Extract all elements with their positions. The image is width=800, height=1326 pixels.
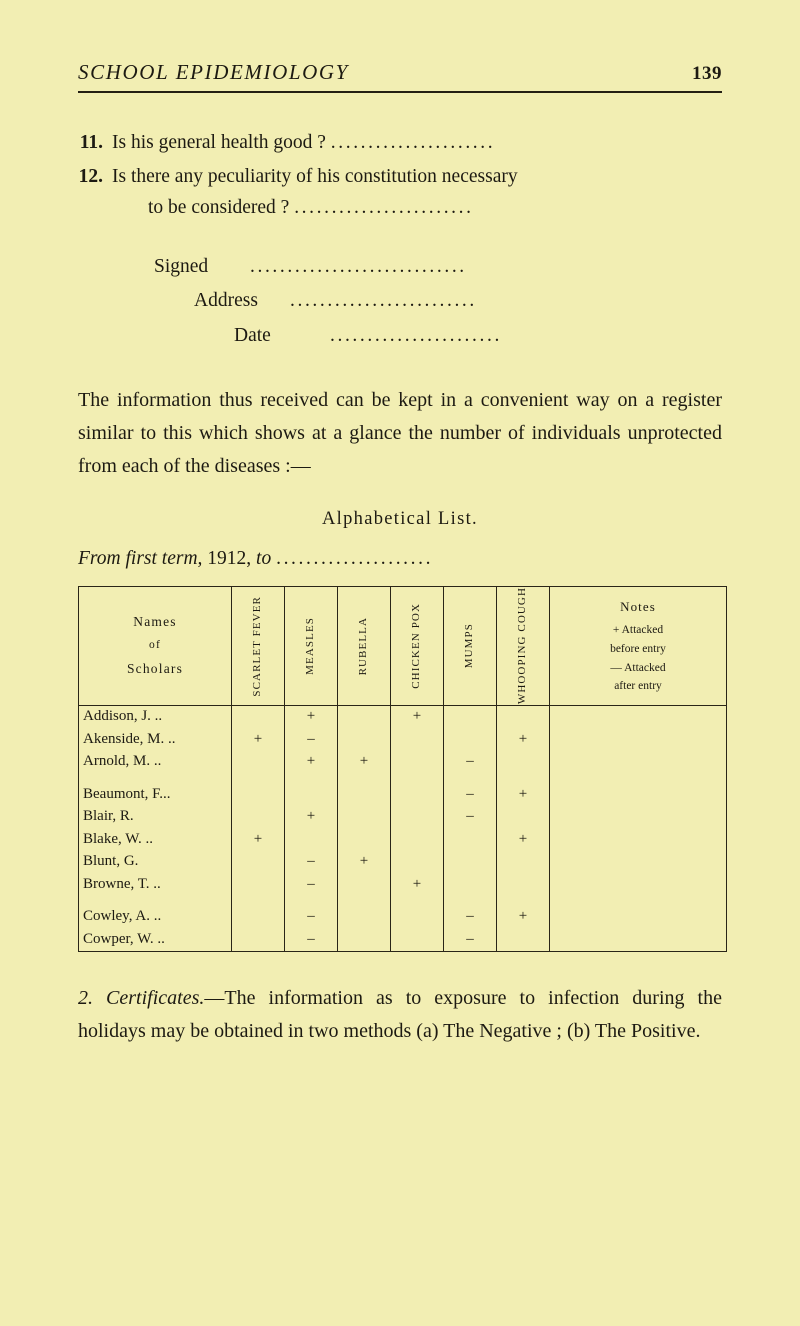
- cell-scarlet: [232, 773, 285, 783]
- table-row-spacer: [79, 773, 727, 783]
- page-number: 139: [692, 63, 722, 84]
- list-item: [78, 127, 722, 159]
- list-item: [78, 161, 722, 224]
- cell-notes: [550, 773, 727, 783]
- cell-rubella: +: [338, 751, 391, 774]
- section-heading-text: Alphabetical List.: [322, 509, 478, 530]
- cell-name: Cowper, W. ..: [79, 928, 232, 951]
- cell-scarlet: [232, 751, 285, 774]
- cell-mumps: –: [444, 806, 497, 829]
- cell-scarlet: [232, 906, 285, 929]
- leader-dots: .......................: [330, 325, 502, 347]
- cell-whooping: +: [497, 906, 550, 929]
- cell-notes: [550, 906, 727, 929]
- cell-measles: +: [285, 806, 338, 829]
- cell-notes: [550, 728, 727, 751]
- cell-measles: –: [285, 906, 338, 929]
- leader-dots: .............................: [250, 255, 467, 277]
- cell-scarlet: [232, 851, 285, 874]
- column-header-rubella-label: RUBELLA: [357, 616, 370, 676]
- names-header-block: [79, 610, 231, 681]
- table-row: [79, 828, 727, 851]
- cell-whooping: [497, 873, 550, 896]
- cell-notes: [550, 851, 727, 874]
- notes-header-title: Notes: [620, 599, 656, 615]
- notes-header-line3: — Attacked: [610, 661, 666, 674]
- table-row: [79, 873, 727, 896]
- cell-name: Browne, T. ..: [79, 873, 232, 896]
- signed-label: Signed: [154, 255, 209, 277]
- footer-lead: 2. Certificates.: [78, 986, 205, 1009]
- cell-measles: [285, 896, 338, 906]
- cell-notes: [550, 806, 727, 829]
- cell-chicken: [391, 851, 444, 874]
- cell-name: Akenside, M. ..: [79, 728, 232, 751]
- cell-whooping: [497, 896, 550, 906]
- date-line: [78, 319, 722, 354]
- cell-mumps: [444, 773, 497, 783]
- cell-scarlet: [232, 783, 285, 806]
- register-table: [78, 586, 727, 951]
- cell-scarlet: [232, 873, 285, 896]
- cell-chicken: +: [391, 705, 444, 728]
- cell-rubella: [338, 806, 391, 829]
- cell-mumps: [444, 896, 497, 906]
- column-header-measles: [285, 587, 338, 705]
- cell-notes: [550, 896, 727, 906]
- table-row-spacer: [79, 896, 727, 906]
- cell-whooping: +: [497, 728, 550, 751]
- cell-rubella: [338, 728, 391, 751]
- column-header-names: [79, 587, 232, 705]
- cell-measles: [285, 828, 338, 851]
- cell-name: Blake, W. ..: [79, 828, 232, 851]
- column-header-whooping-cough: [497, 587, 550, 705]
- cell-name: [79, 896, 232, 906]
- cell-measles: +: [285, 705, 338, 728]
- notes-header-line4: after entry: [614, 680, 662, 693]
- cell-measles: –: [285, 873, 338, 896]
- cell-rubella: [338, 783, 391, 806]
- from-term-year: 1912,: [207, 548, 252, 570]
- cell-name: Arnold, M. ..: [79, 751, 232, 774]
- question-continuation-text: to be considered ?: [148, 197, 290, 219]
- column-header-rubella: [338, 587, 391, 705]
- question-text: [112, 161, 722, 224]
- cell-chicken: [391, 728, 444, 751]
- cell-chicken: [391, 896, 444, 906]
- table-row: [79, 705, 727, 728]
- cell-mumps: –: [444, 783, 497, 806]
- table-body: [79, 705, 727, 951]
- footer-paragraph: [78, 982, 722, 1048]
- cell-name: [79, 773, 232, 783]
- cell-name: Cowley, A. ..: [79, 906, 232, 929]
- cell-whooping: [497, 751, 550, 774]
- cell-whooping: [497, 928, 550, 951]
- cell-notes: [550, 783, 727, 806]
- table-row: [79, 783, 727, 806]
- cell-whooping: [497, 705, 550, 728]
- cell-mumps: –: [444, 928, 497, 951]
- cell-rubella: [338, 828, 391, 851]
- table-row: [79, 928, 727, 951]
- from-term-to: to: [256, 548, 272, 570]
- cell-chicken: [391, 806, 444, 829]
- column-header-chicken-pox-label: CHICKEN POX: [410, 603, 423, 689]
- names-header-line1: Names: [133, 614, 177, 630]
- cell-chicken: [391, 773, 444, 783]
- question-number: 11.: [79, 132, 103, 153]
- notes-header-line2: before entry: [610, 642, 666, 655]
- cell-chicken: [391, 828, 444, 851]
- cell-scarlet: [232, 896, 285, 906]
- notes-header-block: [550, 594, 726, 698]
- question-body: Is there any peculiarity of his constitution necessary: [112, 165, 518, 187]
- cell-whooping: +: [497, 783, 550, 806]
- leader-dots: .....................: [276, 548, 434, 570]
- table-row: [79, 906, 727, 929]
- footer-text: —The information as to exposure to infection during the holidays may be obtained in two methods (a) The Negative ; (b) The Positive.: [78, 986, 722, 1042]
- cell-rubella: [338, 928, 391, 951]
- running-head: [78, 60, 722, 93]
- cell-rubella: [338, 873, 391, 896]
- cell-notes: [550, 705, 727, 728]
- table-row: [79, 851, 727, 874]
- table-header: [79, 587, 727, 705]
- cell-chicken: +: [391, 873, 444, 896]
- cell-rubella: [338, 705, 391, 728]
- cell-mumps: [444, 728, 497, 751]
- cell-notes: [550, 873, 727, 896]
- date-label: Date: [234, 325, 271, 347]
- cell-mumps: [444, 851, 497, 874]
- leader-dots: ......................: [330, 132, 496, 153]
- table-row: [79, 728, 727, 751]
- cell-whooping: [497, 806, 550, 829]
- cell-whooping: [497, 851, 550, 874]
- cell-notes: [550, 751, 727, 774]
- cell-name: Addison, J. ..: [79, 705, 232, 728]
- cell-scarlet: [232, 705, 285, 728]
- cell-measles: [285, 783, 338, 806]
- cell-chicken: [391, 906, 444, 929]
- signed-line: [78, 250, 722, 285]
- leader-dots: .........................: [290, 290, 477, 312]
- cell-notes: [550, 928, 727, 951]
- cell-mumps: –: [444, 751, 497, 774]
- cell-measles: +: [285, 751, 338, 774]
- cell-scarlet: [232, 806, 285, 829]
- column-header-notes: [550, 587, 727, 705]
- from-term-line: [78, 548, 722, 570]
- address-label: Address: [194, 290, 258, 312]
- cell-mumps: [444, 873, 497, 896]
- notes-header-line1: + Attacked: [612, 624, 664, 637]
- column-header-chicken-pox: [391, 587, 444, 705]
- cell-name: Blunt, G.: [79, 851, 232, 874]
- column-header-scarlet-fever-label: SCARLET FEVER: [251, 595, 264, 697]
- cell-scarlet: +: [232, 728, 285, 751]
- table-row: [79, 751, 727, 774]
- cell-rubella: [338, 906, 391, 929]
- column-header-scarlet-fever: [232, 587, 285, 705]
- question-text: [112, 127, 722, 159]
- cell-scarlet: +: [232, 828, 285, 851]
- cell-mumps: [444, 705, 497, 728]
- cell-chicken: [391, 783, 444, 806]
- cell-measles: –: [285, 728, 338, 751]
- cell-rubella: [338, 773, 391, 783]
- column-header-mumps: [444, 587, 497, 705]
- intro-paragraph: The information thus received can be kept in a convenient way on a register similar to this which shows at a glance the number of individuals unprotected from each of the diseases :—: [78, 388, 722, 478]
- cell-notes: [550, 828, 727, 851]
- column-header-mumps-label: MUMPS: [463, 623, 476, 669]
- column-header-measles-label: MEASLES: [304, 617, 317, 675]
- names-header-line2: of: [149, 639, 161, 652]
- cell-scarlet: [232, 928, 285, 951]
- cell-measles: –: [285, 928, 338, 951]
- from-term-prefix: From first term,: [78, 548, 203, 570]
- cell-rubella: [338, 896, 391, 906]
- cell-measles: –: [285, 851, 338, 874]
- question-continuation: [112, 192, 722, 224]
- cell-mumps: –: [444, 906, 497, 929]
- cell-chicken: [391, 751, 444, 774]
- leader-dots: ........................: [294, 197, 474, 219]
- table-header-row: [79, 587, 727, 705]
- column-header-whooping-cough-label: WHOOPING COUGH: [516, 587, 529, 705]
- cell-rubella: +: [338, 851, 391, 874]
- page-title: SCHOOL EPIDEMIOLOGY: [78, 60, 349, 84]
- names-header-line3: Scholars: [126, 660, 184, 676]
- cell-name: Blair, R.: [79, 806, 232, 829]
- question-number: 12.: [78, 165, 103, 187]
- cell-whooping: +: [497, 828, 550, 851]
- cell-name: Beaumont, F...: [79, 783, 232, 806]
- cell-measles: [285, 773, 338, 783]
- cell-mumps: [444, 828, 497, 851]
- table-row: [79, 806, 727, 829]
- address-line: [78, 284, 722, 319]
- cell-chicken: [391, 928, 444, 951]
- section-heading: [78, 509, 722, 530]
- signature-block: [78, 250, 722, 354]
- question-body: Is his general health good ?: [112, 132, 326, 153]
- question-list: [78, 127, 722, 224]
- cell-whooping: [497, 773, 550, 783]
